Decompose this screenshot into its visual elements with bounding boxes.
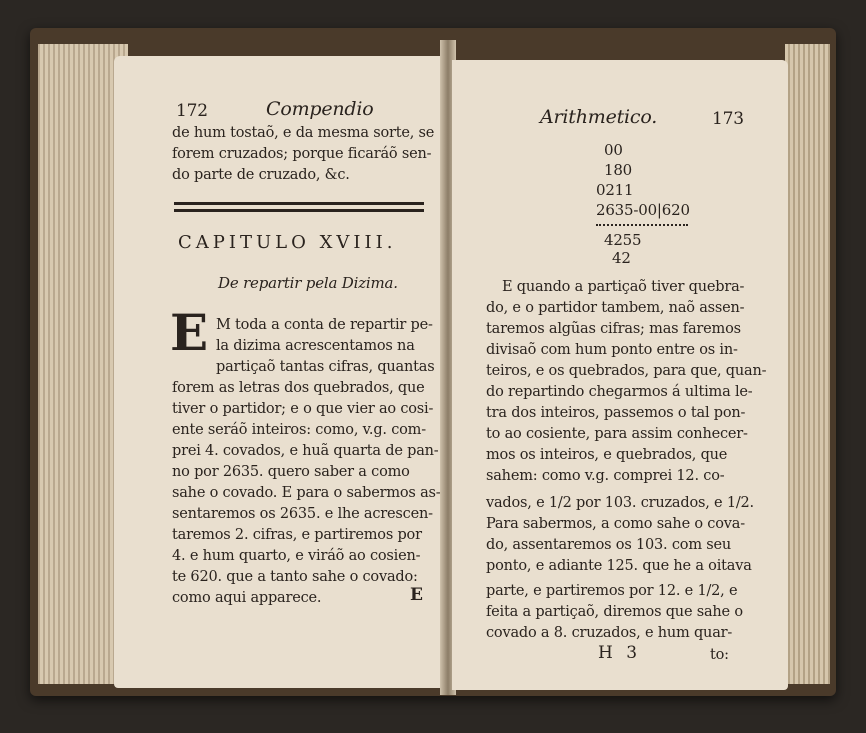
text-line: do, assentaremos os 103. com seu [486,537,732,553]
text-line: sahem: como v.g. comprei 12. co- [486,468,725,484]
text-line: sahe o covado. E para o sabermos as- [172,485,441,501]
text-line: partiçaõ tantas cifras, quantas [216,359,435,375]
division-line: 4255 [604,231,642,249]
text-line: Para sabermos, a como sahe o cova- [486,516,745,532]
text-line: no por 2635. quero saber a como [172,464,410,480]
text-line: divisaõ com hum ponto entre os in- [486,342,738,358]
text-line: prei 4. covados, e huã quarta de pan- [172,443,439,459]
text-line: sentaremos os 2635. e lhe acrescen- [172,506,433,522]
text-line: feita a partiçaõ, diremos que sahe o [486,604,743,620]
chapter-title: CAPITULO XVIII. [178,232,397,253]
text-line: te 620. que a tanto sahe o covado: [172,569,418,585]
right-page [452,60,788,690]
text-line: ponto, e adiante 125. que he a oitava [486,558,752,574]
text-line: M toda a conta de repartir pe- [216,317,433,333]
text-line: forem as letras dos quebrados, que [172,380,425,396]
text-line: to ao cosiente, para assim conhecer- [486,426,748,442]
division-rule [596,224,688,226]
text-line: do parte de cruzado, &c. [172,167,350,183]
text-line: la dizima acrescentamos na [216,338,415,354]
division-line: 0211 [596,181,634,199]
division-line: 2635-00|620 [596,201,690,219]
text-line: parte, e partiremos por 12. e 1/2, e [486,583,738,599]
text-line: forem cruzados; porque ficaráõ sen- [172,146,432,162]
page-number: 172 [176,101,208,121]
text-line: taremos 2. cifras, e partiremos por [172,527,422,543]
text-line: teiros, e os quebrados, para que, quan- [486,363,767,379]
catchword: E [410,585,423,605]
text-line: do, e o partidor tambem, naõ assen- [486,300,745,316]
page-number: 173 [712,109,744,129]
text-line: covado a 8. cruzados, e hum quar- [486,625,733,641]
text-line: ente seráõ inteiros: como, v.g. com- [172,422,426,438]
division-line: 42 [612,249,631,267]
division-line: 00 [604,141,623,159]
chapter-subtitle: De repartir pela Dizima. [218,274,398,292]
text-line: E quando a partiçaõ tiver quebra- [502,279,745,295]
text-line: tiver o partidor; e o que vier ao cosi- [172,401,434,417]
text-line: tra dos inteiros, passemos o tal pon- [486,405,746,421]
text-line: de hum tostaõ, e da mesma sorte, se [172,125,435,141]
signature-mark: H 3 [598,643,642,663]
ornament-rule [174,209,424,212]
ornament-rule [174,202,424,205]
running-head: Compendio [266,98,374,120]
text-line: 4. e hum quarto, e viráõ ao cosien- [172,548,421,564]
left-page [114,56,446,688]
text-line: como aqui apparece. [172,590,322,606]
catchword: to: [710,647,729,663]
text-line: mos os inteiros, e quebrados, que [486,447,728,463]
text-line: taremos algũas cifras; mas faremos [486,321,741,337]
right-page-edges [785,44,830,684]
text-line: do repartindo chegarmos á ultima le- [486,384,753,400]
running-head: Arithmetico. [540,106,658,128]
drop-cap: E [170,303,209,362]
division-line: 180 [604,161,633,179]
text-line: vados, e 1/2 por 103. cruzados, e 1/2. [486,495,754,511]
